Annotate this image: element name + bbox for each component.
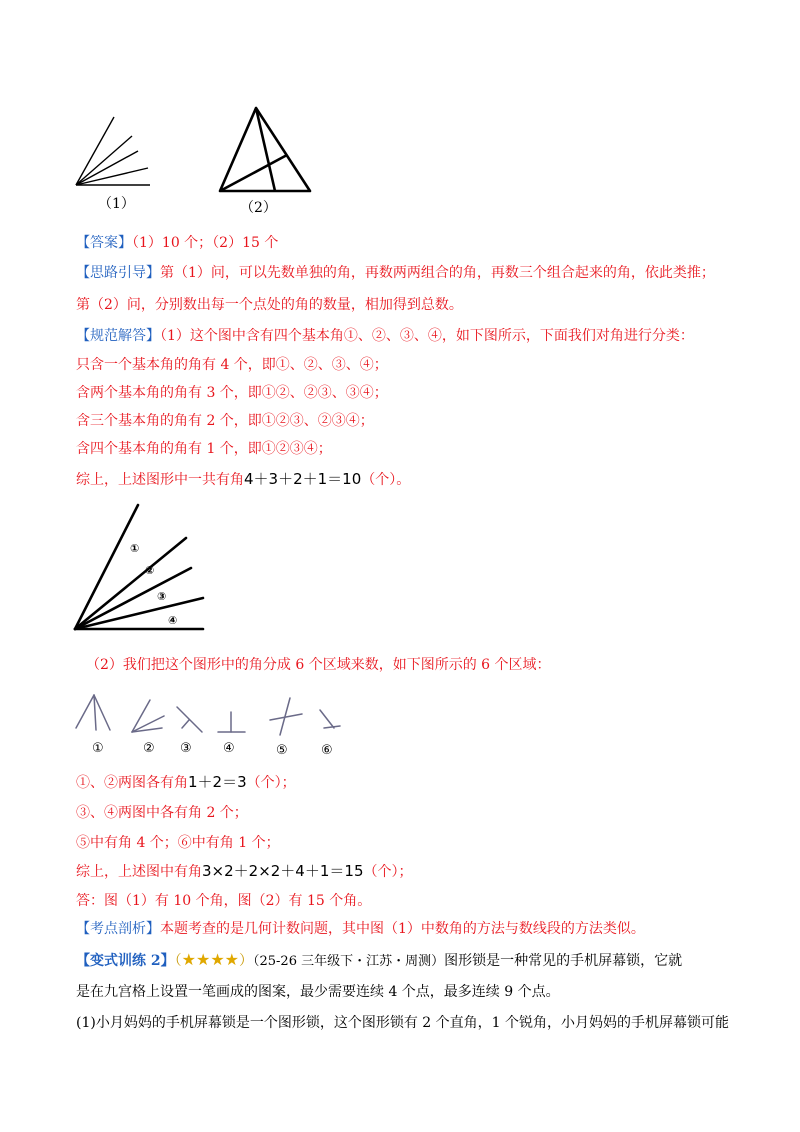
region-label-6: ⑥ <box>321 743 333 758</box>
fan-angle-figure <box>68 500 213 636</box>
figure-caption-1: （1） <box>98 196 135 212</box>
guide-line-1 <box>76 263 715 283</box>
solution-line-5: 含四个基本角的角有 1 个，即①②③④； <box>76 441 332 457</box>
variant-line-2: 是在九宫格上设置一笔画成的图案，最少需要连续 4 个点，最多连续 9 个点。 <box>76 984 560 1000</box>
top-figure-fan <box>70 115 160 195</box>
solution-line-4: 含三个基本角的角有 2 个，即①②③、②③④； <box>76 413 374 429</box>
region-label-4: ④ <box>223 741 235 756</box>
region-label-5: ⑤ <box>276 743 288 758</box>
result-line-3: ⑤中有角 4 个；⑥中有角 1 个； <box>76 835 280 851</box>
variant-stars-open: （ <box>174 953 182 969</box>
fan-label-2: ② <box>145 564 155 577</box>
variant-line-1 <box>76 950 682 972</box>
region-label-2: ② <box>143 741 155 756</box>
variant-text-1: 图形锁是一种常见的手机屏幕锁，它就 <box>444 953 683 969</box>
variant-source: （25-26 三年级下・江苏・周测） <box>253 954 445 969</box>
fan-label-4: ④ <box>168 614 178 627</box>
variant-stars-close: ） <box>239 953 253 969</box>
result-line-4 <box>76 861 413 882</box>
region-label-1: ① <box>92 741 104 756</box>
solution-6-math: 4＋3＋2＋1＝10 <box>244 470 362 488</box>
analysis-line <box>76 919 645 939</box>
figure-caption-2: （2） <box>240 200 277 216</box>
solution-line-3: 含两个基本角的角有 3 个，即①②、②③、③④； <box>76 385 388 401</box>
variant-line-3: (1)小月妈妈的手机屏幕锁是一个图形锁，这个图形锁有 2 个直角，1 个锐角，小月妈妈的手机屏幕锁可能 <box>76 1015 729 1031</box>
result-line-5: 答：图（1）有 10 个角，图（2）有 15 个角。 <box>76 893 372 909</box>
result-line-1 <box>76 772 296 793</box>
solution-6-post: （个）。 <box>361 472 411 488</box>
result-4-post: （个）； <box>363 864 413 880</box>
fan-label-3: ③ <box>157 590 167 603</box>
guide-tag: 【思路引导】 <box>76 265 160 281</box>
result-line-2: ③、④两图中各有角 2 个； <box>76 805 248 821</box>
result-1-pre: ①、②两图各有角 <box>76 775 188 791</box>
solution-6-pre: 综上，上述图形中一共有角 <box>76 472 244 488</box>
solution-tag: 【规范解答】 <box>76 328 160 344</box>
guide-line-2: 第（2）问，分别数出每一个点处的角的数量，相加得到总数。 <box>76 297 463 313</box>
region-label-3: ③ <box>180 741 192 756</box>
guide-text-1: 第（1）问，可以先数单独的角，再数两两组合的角，再数三个组合起来的角，依此类推； <box>160 265 715 281</box>
part2-intro: （2）我们把这个图形中的角分成 6 个区域来数，如下图所示的 6 个区域： <box>86 657 551 673</box>
result-4-pre: 综上，上述图中有角 <box>76 864 202 880</box>
result-4-math: 3×2＋2×2＋4＋1＝15 <box>202 862 364 880</box>
analysis-text: 本题考查的是几何计数问题，其中图（1）中数角的方法与数线段的方法类似。 <box>160 921 645 937</box>
analysis-tag: 【考点剖析】 <box>76 921 160 937</box>
variant-tag: 【变式训练 2】 <box>76 953 175 969</box>
variant-stars-icon: ★★★★ <box>181 950 239 969</box>
answer-line <box>76 233 278 253</box>
solution-line-1 <box>76 326 694 346</box>
answer-tag: 【答案】 <box>76 235 132 251</box>
solution-line-2: 只含一个基本角的角有 4 个，即①、②、③、④； <box>76 357 388 373</box>
solution-line-6 <box>76 469 410 490</box>
result-1-math: 1＋2＝3 <box>188 773 247 791</box>
answer-text: （1）10 个；（2）15 个 <box>132 235 279 251</box>
result-1-post: （个）； <box>246 775 296 791</box>
solution-text-1: （1）这个图中含有四个基本角①、②、③、④，如下图所示，下面我们对角进行分类： <box>160 328 694 344</box>
six-regions-figure <box>70 690 350 760</box>
fan-label-1: ① <box>130 542 140 555</box>
top-figure-triangle <box>215 103 315 198</box>
